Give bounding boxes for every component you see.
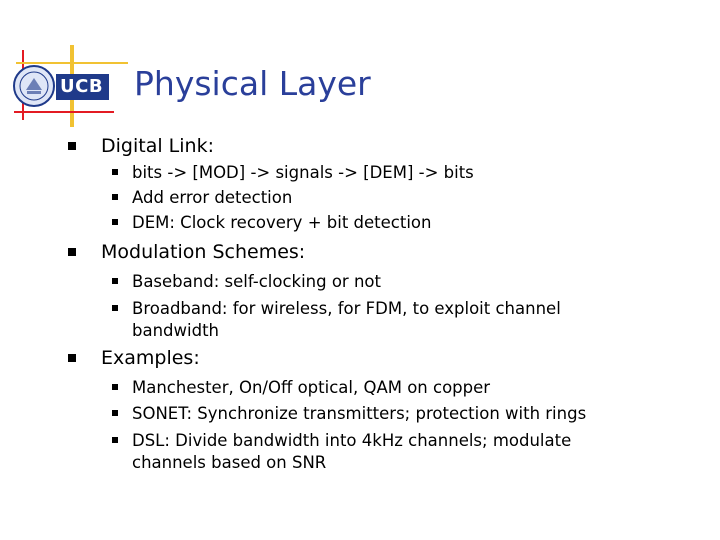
sub-bullet-text: DSL: Divide bandwidth into 4kHz channels; modulate channels based on SNR bbox=[132, 431, 572, 472]
sub-bullet-text: bits -> [MOD] -> signals -> [DEM] -> bits bbox=[132, 163, 474, 182]
bullet-text: Examples: bbox=[101, 347, 200, 369]
square-bullet-icon bbox=[112, 194, 118, 200]
logo-text: UCB bbox=[56, 74, 109, 100]
sub-bullet-text: DEM: Clock recovery + bit detection bbox=[132, 213, 432, 232]
page-title: Physical Layer bbox=[134, 64, 371, 103]
square-bullet-icon bbox=[112, 278, 118, 284]
decorative-horizontal-red-line bbox=[14, 111, 114, 113]
square-bullet-icon bbox=[68, 142, 76, 150]
square-bullet-icon bbox=[112, 169, 118, 175]
bullet-text: Digital Link: bbox=[101, 135, 214, 157]
square-bullet-icon bbox=[112, 305, 118, 311]
sub-bullet-text: Add error detection bbox=[132, 188, 293, 207]
square-bullet-icon bbox=[112, 384, 118, 390]
berkeley-seal-icon bbox=[12, 64, 56, 108]
square-bullet-icon bbox=[112, 219, 118, 225]
bullet-text: Modulation Schemes: bbox=[101, 241, 306, 263]
square-bullet-icon bbox=[112, 410, 118, 416]
square-bullet-icon bbox=[68, 354, 76, 362]
square-bullet-icon bbox=[112, 437, 118, 443]
sub-bullet-text: Broadband: for wireless, for FDM, to exploit channel bandwidth bbox=[132, 299, 561, 340]
ucb-logo bbox=[10, 64, 128, 110]
sub-bullet-text: Baseband: self-clocking or not bbox=[132, 272, 381, 291]
sub-bullet-text: Manchester, On/Off optical, QAM on copper bbox=[132, 378, 491, 397]
square-bullet-icon bbox=[68, 248, 76, 256]
sub-bullet-text: SONET: Synchronize transmitters; protection with rings bbox=[132, 404, 587, 423]
